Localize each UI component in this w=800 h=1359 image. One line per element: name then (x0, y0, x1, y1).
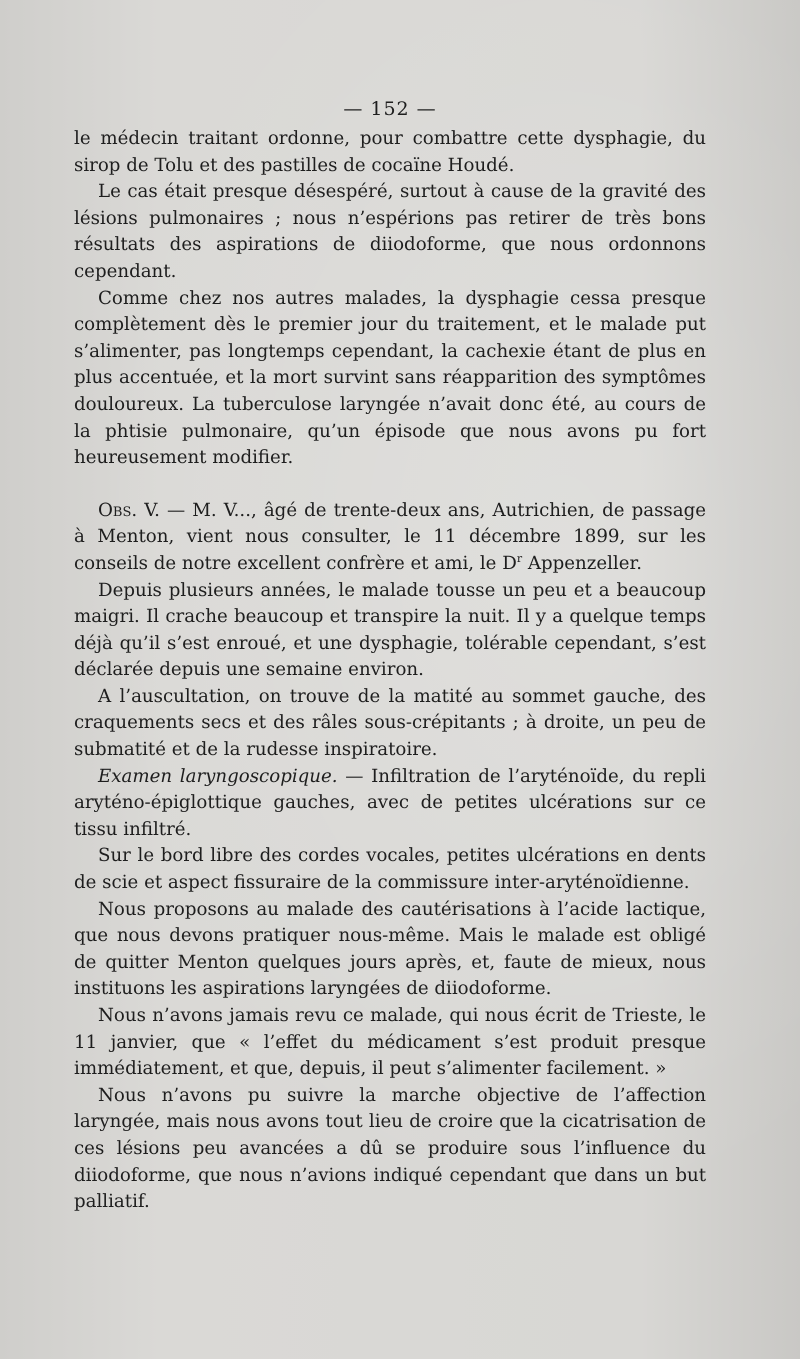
paragraph-cauterization: Nous proposons au malade des cautérisations à l’acide lactique, que nous devons pratiquer nous-même. Mais le malade est obligé de quitter Menton quelques jours après, et, faute de mieux, nous instituons les aspirations laryngées de diiodoforme. (74, 898, 706, 1000)
paragraph-vocal-cords: Sur le bord libre des cordes vocales, petites ulcérations en dents de scie et aspect fissuraire de la commissure inter-aryténoïdienne. (74, 845, 706, 894)
observation-label: Obs. V. (98, 499, 160, 521)
paragraph-case-desperate: Le cas était presque désespéré, surtout à cause de la gravité des lésions pulmonaires ; nous n’espérions pas retirer de très bons résultats des aspirations de diiodoforme, que nous ordonnons cependant. (74, 181, 706, 282)
paragraph-conclusion: Nous n’avons pu suivre la marche objective de l’affection laryngée, mais nous avons tout lieu de croire que la cicatrisation de ces lésions peu avancées a dû se produire sous l’influence du diiodoforme, que nous n’avions indiqué cependant que dans un but palliatif. (74, 1084, 706, 1213)
exam-text: — Infiltration de l’aryténoïde, du repli aryténo-épiglottique gauches, avec de petites ulcérations sur ce tissu infiltré. (74, 765, 706, 840)
paragraph-dysphagia-ceased: Comme chez nos autres malades, la dysphagie cessa presque complètement dès le premier jour du traitement, et le malade put s’alimenter, pas longtemps cependant, la cachexie étant de plus en plus accentuée, et la mort survint sans réapparition des symptômes douloureux. La tuberculose laryngée n’avait donc été, au cours de la phtisie pulmonaire, qu’un épisode que nous avons pu fort heureusement modifier. (74, 287, 706, 469)
book-page (74, 92, 706, 1216)
exam-paragraph (74, 764, 706, 844)
paragraph-trieste-letter: Nous n’avons jamais revu ce malade, qui nous écrit de Trieste, le 11 janvier, que « l’effet du médicament s’est produit presque immédiatement, et que, depuis, il peut s’alimenter facilement. » (74, 1005, 706, 1080)
page-number: — 152 — (343, 98, 437, 120)
observation-intro: — M. V..., âgé de trente-deux ans, Autrichien, de passage à Menton, vient nous consulter, le 11 décembre 1899, sur les conseils de notre excellent confrère et ami, le D (74, 499, 706, 574)
observation-paragraph (74, 498, 706, 578)
doctor-superscript: r (516, 551, 523, 565)
observation-intro-end: Appenzeller. (522, 552, 642, 574)
exam-label: Examen laryngoscopique. (98, 765, 338, 787)
paragraph-continuation: le médecin traitant ordonne, pour combattre cette dysphagie, du sirop de Tolu et des pastilles de cocaïne Houdé. (74, 128, 706, 176)
paragraph-history: Depuis plusieurs années, le malade tousse un peu et a beaucoup maigri. Il crache beaucoup et transpire la nuit. Il y a quelque temps déjà qu’il s’est enroué, et une dysphagie, tolérable cependant, s’est déclarée depuis une semaine environ. (74, 579, 706, 681)
paragraph-auscultation: A l’auscultation, on trouve de la matité au sommet gauche, des craquements secs et des râles sous-crépitants ; à droite, un peu de submatité et de la rudesse inspiratoire. (74, 685, 706, 761)
section-gap (74, 472, 706, 498)
